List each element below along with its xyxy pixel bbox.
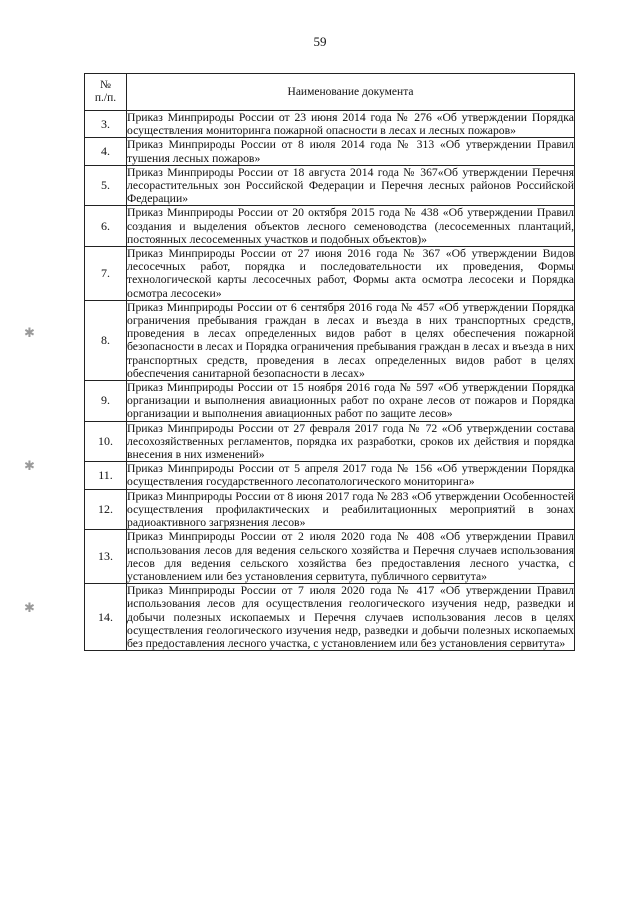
header-name: Наименование документа [127, 74, 575, 111]
document-title: Приказ Минприроды России от 23 июня 2014 года № 276 «Об утверждении Порядка осуществления мониторинга пожарной опасности в лесах и лесных пожаров» [127, 111, 574, 138]
table-row [85, 206, 575, 247]
document-title: Приказ Минприроды России от 5 апреля 2017 года № 156 «Об утверждении Порядка осуществления государственного лесопатологического мониторинга» [127, 462, 574, 489]
row-number: 10. [85, 421, 127, 462]
row-number: 14. [85, 584, 127, 651]
table-header-row [85, 74, 575, 111]
scan-mark: ✱ [24, 600, 35, 615]
document-title: Приказ Минприроды России от 27 июня 2016 года № 367 «Об утверждении Видов лесосечных работ, порядка и последовательности их проведения, Формы технологической карты лесосечных работ, Формы акта осмотра лесосеки и Порядка осмотра лесосеки» [127, 247, 574, 300]
document-title: Приказ Минприроды России от 2 июля 2020 года № 408 «Об утверждении Правил использования лесов для ведения сельского хозяйства и Перечня случаев использования лесов для ведения сельского хозяйства без предоставления лесного участка, с установлением или без установления сервитута, публичного сервитута» [127, 530, 574, 583]
row-number: 11. [85, 462, 127, 489]
document-title: Приказ Минприроды России от 20 октября 2015 года № 438 «Об утверждении Правил создания и выделения объектов лесного семеноводства (лесосеменных плантаций, постоянных лесосеменных участков и подобных объектов)» [127, 206, 574, 246]
table-row [85, 421, 575, 462]
scan-mark: ✱ [24, 458, 35, 473]
table-row [85, 300, 575, 380]
scan-mark: ✱ [24, 325, 35, 340]
table-row [85, 111, 575, 138]
document-title: Приказ Минприроды России от 8 июня 2017 года № 283 «Об утверждении Особенностей осуществления профилактических и реабилитационных мероприятий в зонах радиоактивного загрязнения лесов» [127, 489, 574, 530]
row-number: 12. [85, 489, 127, 530]
document-title: Приказ Минприроды России от 6 сентября 2016 года № 457 «Об утверждении Порядка ограничения пребывания граждан в лесах и въезда в них транспортных средств, проведения в лесах определенных видов работ в целях обеспечения пожарной безопасности в лесах и Порядка ограничения пребывания граждан в лесах и въезда в них транспортных средств, проведения в лесах определенных видов работ в целях обеспечения санитарной безопасности в лесах» [127, 300, 574, 380]
page-number: 59 [313, 34, 327, 49]
row-number: 5. [85, 165, 127, 206]
header-num: № п./п. [85, 74, 127, 111]
table-row [85, 247, 575, 301]
table-row [85, 489, 575, 530]
document-title: Приказ Минприроды России от 15 ноября 2016 года № 597 «Об утверждении Порядка организации и выполнения авиационных работ по охране лесов от пожаров и Порядка организации и выполнения авиационных работ по защите лесов» [127, 381, 574, 421]
table-row [85, 462, 575, 489]
documents-table [84, 73, 575, 651]
document-title: Приказ Минприроды России от 18 августа 2014 года № 367«Об утверждении Перечня лесорастительных зон Российской Федерации и Перечня лесных районов Российской Федерации» [127, 165, 574, 206]
row-number: 8. [85, 300, 127, 380]
table-row [85, 381, 575, 422]
table-row [85, 165, 575, 206]
row-number: 9. [85, 381, 127, 422]
table-row [85, 138, 575, 165]
document-title: Приказ Минприроды России от 7 июля 2020 года № 417 «Об утверждении Правил использования лесов для осуществления геологического изучения недр, разведки и добычи полезных ископаемых и Перечня случаев использования лесов в целях осуществления геологического изучения недр, разведки и добычи полезных ископаемых без предоставления лесного участка, с установлением или без установления сервитута» [127, 584, 574, 650]
row-number: 7. [85, 247, 127, 301]
document-title: Приказ Минприроды России от 8 июля 2014 года № 313 «Об утверждении Правил тушения лесных пожаров» [127, 138, 574, 165]
row-number: 3. [85, 111, 127, 138]
table-row [85, 530, 575, 584]
table-row [85, 584, 575, 651]
document-title: Приказ Минприроды России от 27 февраля 2017 года № 72 «Об утверждении состава лесохозяйственных регламентов, порядка их разработки, сроков их действия и порядка внесения в них изменений» [127, 421, 574, 462]
row-number: 4. [85, 138, 127, 165]
row-number: 13. [85, 530, 127, 584]
row-number: 6. [85, 206, 127, 247]
